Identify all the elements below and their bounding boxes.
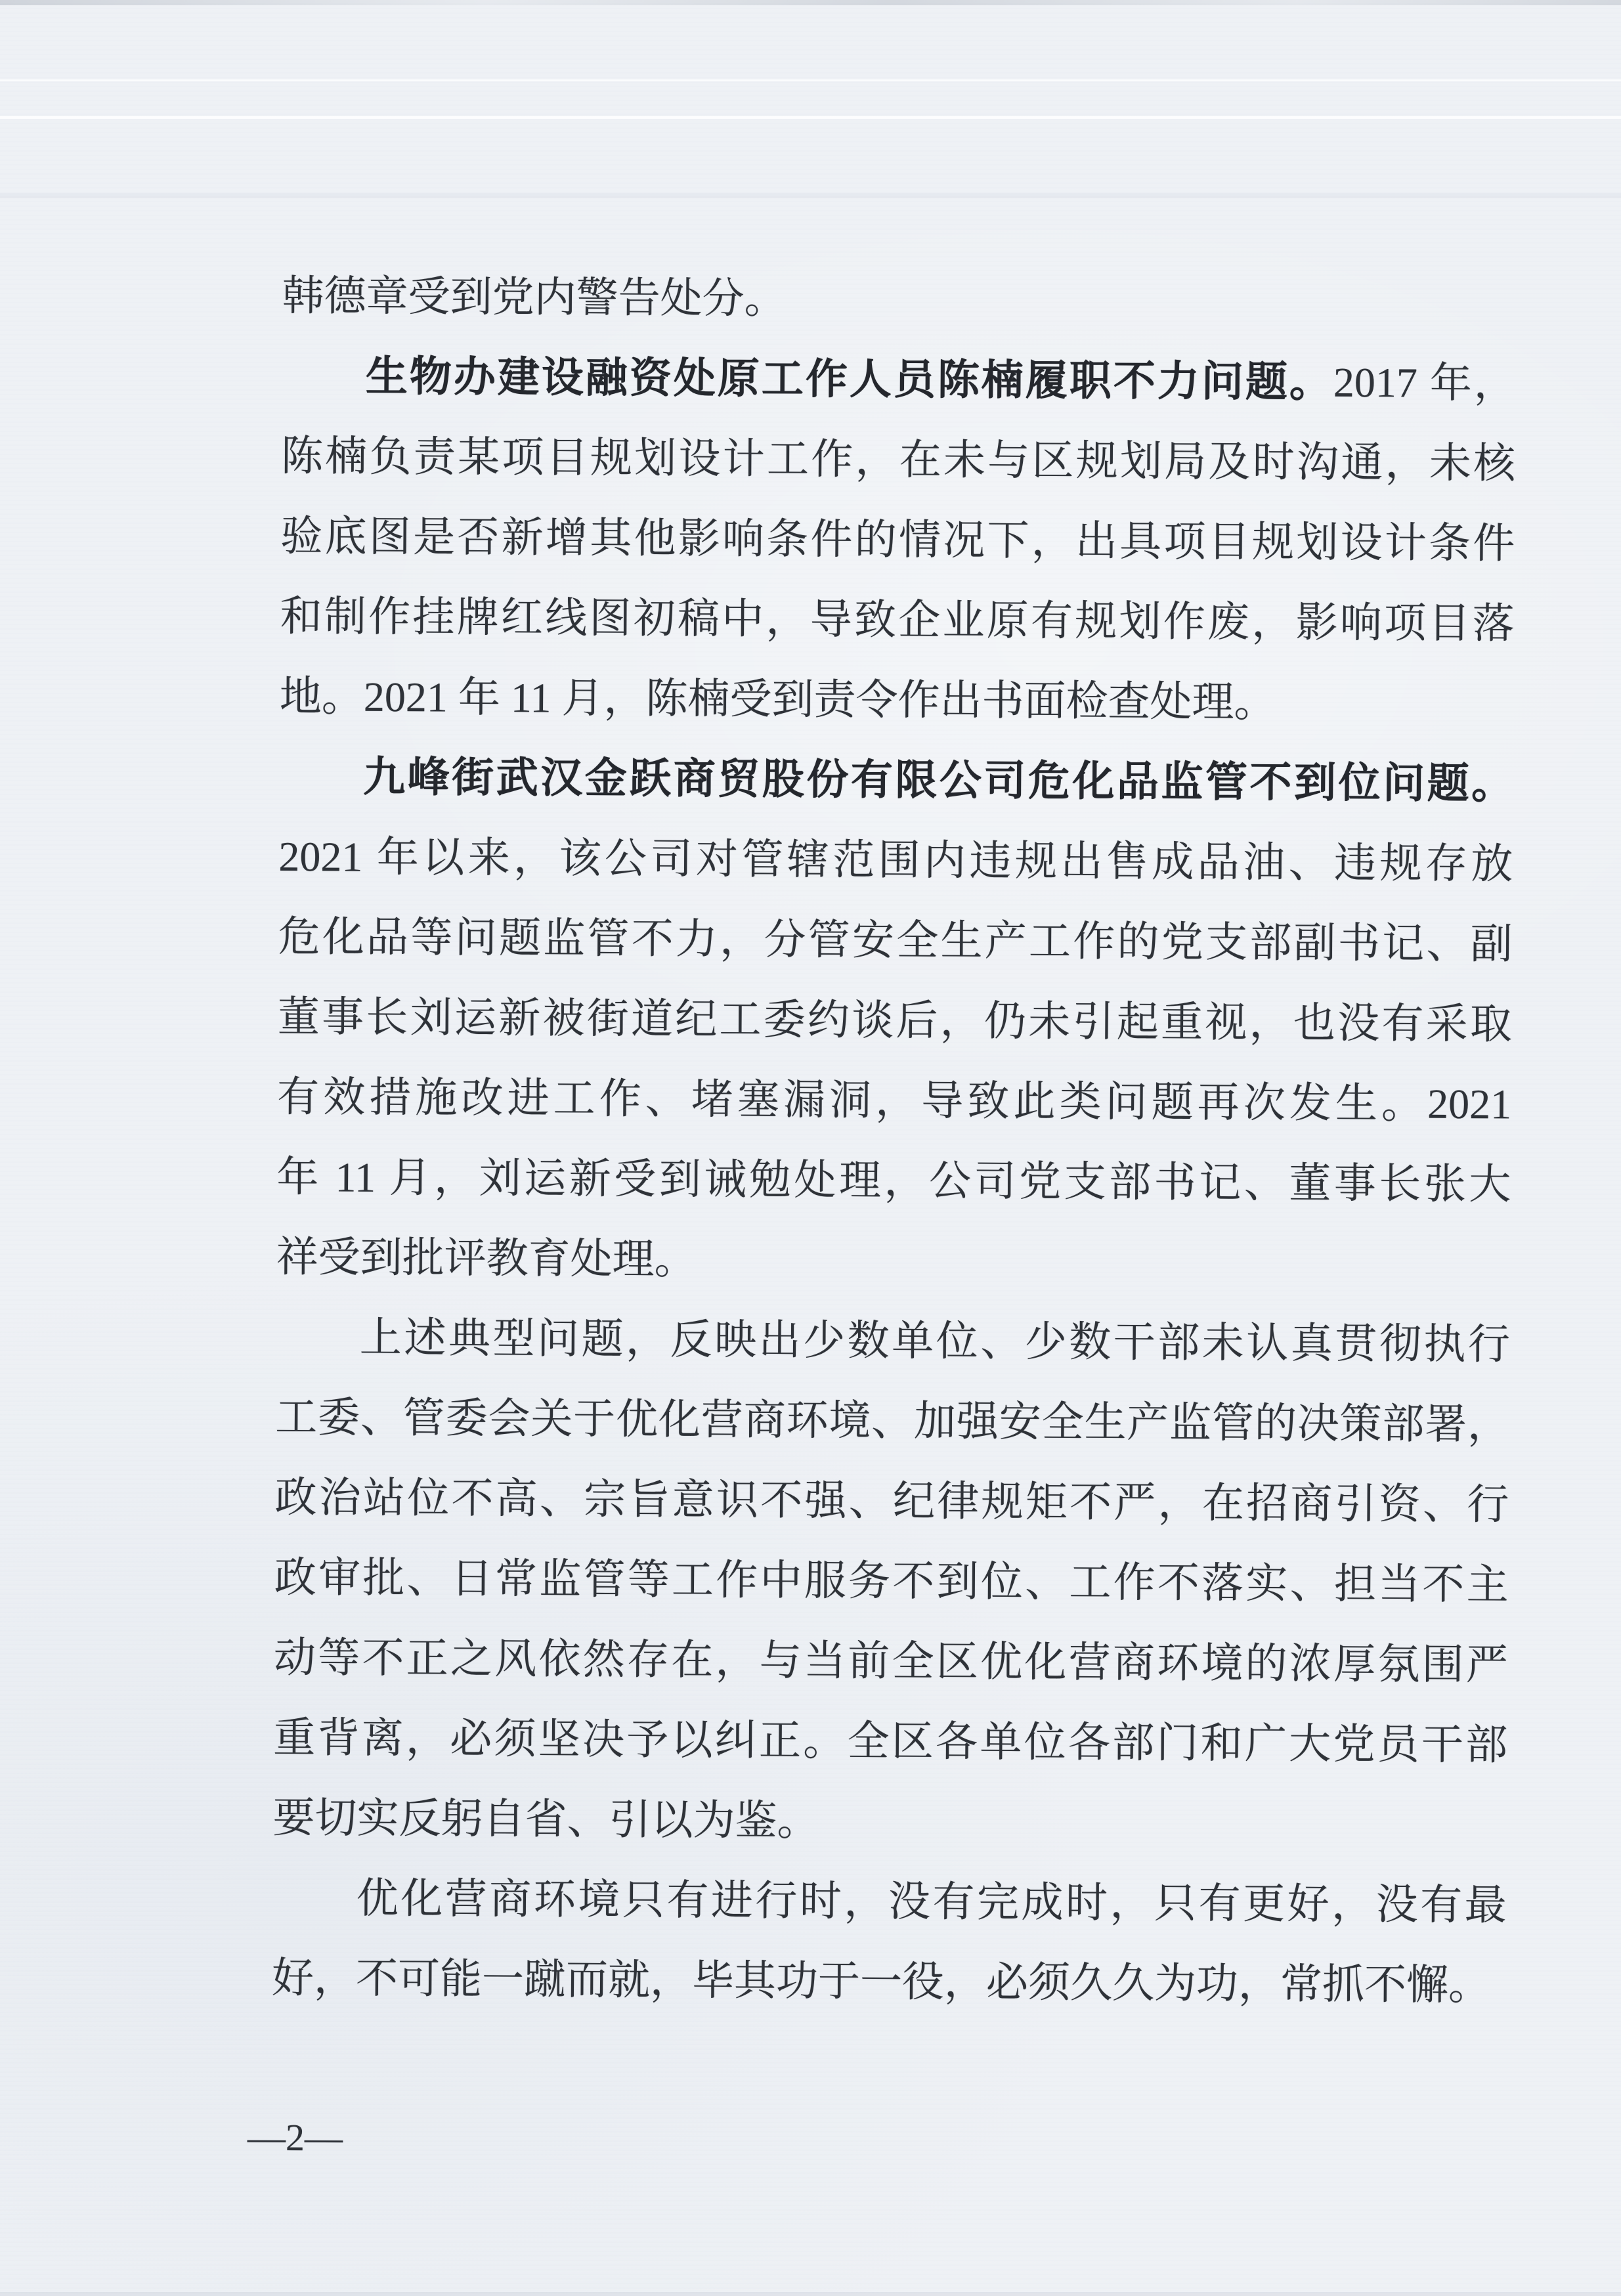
line-text: 优化营商环境只有进行时，没有完成时，只有更好，没有最: [356, 1874, 1507, 1929]
line-text: 2021 年以来，该公司对管辖范围内违规出售成品油、违规存放: [278, 833, 1513, 888]
scan-streak: [0, 79, 1621, 81]
text-line: [274, 1538, 1509, 1625]
text-line: [281, 416, 1516, 504]
line-text: 年 11 月，刘运新受到诫勉处理，公司党支部书记、董事长张大: [276, 1153, 1511, 1208]
scan-band: [0, 193, 1621, 198]
line-text: 陈楠负责某项目规划设计工作，在未与区规划局及时沟通，未核: [280, 432, 1516, 487]
text-line: [280, 496, 1515, 584]
page-number: —2—: [247, 2115, 343, 2159]
line-text: 政审批、日常监管等工作中服务不到位、工作不落实、担当不主: [274, 1553, 1509, 1609]
line-text: 验底图是否新增其他影响条件的情况下，出具项目规划设计条件: [280, 512, 1515, 567]
case-title: 九峰街武汉金跃商贸股份有限公司危化品监管不到位问题。: [362, 753, 1514, 808]
text-line: [273, 1698, 1508, 1785]
line-text: 好，不可能一蹴而就，毕其功于一役，必须久久为功，常抓不懈。: [271, 1954, 1491, 2009]
text-line: [277, 1057, 1512, 1144]
line-text: 韩德章受到党内警告处分。: [282, 272, 787, 322]
text-line: [272, 1858, 1507, 1945]
text-line: [276, 1217, 1511, 1305]
text-line: [272, 1778, 1507, 1865]
scan-streak: [0, 116, 1621, 119]
case-title: 生物办建设融资处原工作人员陈楠履职不力问题。: [365, 353, 1334, 406]
text-line: [276, 1137, 1511, 1224]
text-line: [282, 336, 1517, 423]
text-line: [275, 1377, 1510, 1465]
scan-edge-shadow: [0, 0, 1621, 5]
document-body: [272, 256, 1517, 2025]
line-text: 动等不正之风依然存在，与当前全区优化营商环境的浓厚氛围严: [273, 1634, 1509, 1689]
text-line: [278, 817, 1513, 904]
text-line: [280, 576, 1515, 664]
line-text: 祥受到批评教育处理。: [276, 1233, 697, 1283]
text-line: [276, 1297, 1511, 1385]
line-text: 2017 年，: [1333, 358, 1517, 407]
line-text: 和制作挂牌红线图初稿中，导致企业原有规划作废，影响项目落: [280, 592, 1515, 647]
scan-edge-shadow: [0, 2292, 1621, 2296]
text-line: [274, 1458, 1509, 1545]
text-line: [280, 657, 1515, 744]
text-line: [282, 256, 1517, 343]
line-text: 董事长刘运新被街道纪工委约谈后，仍未引起重视，也没有采取: [277, 993, 1513, 1048]
line-text: 要切实反躬自省、引以为鉴。: [272, 1794, 819, 1845]
text-line: [272, 1938, 1507, 2025]
text-line: [278, 897, 1513, 984]
line-text: 有效措施改进工作、堵塞漏洞，导致此类问题再次发生。2021: [276, 1073, 1512, 1128]
text-line: [274, 1618, 1509, 1705]
line-text: 危化品等问题监管不力，分管安全生产工作的党支部副书记、副: [278, 913, 1513, 968]
text-line: [278, 977, 1513, 1064]
line-text: 上述典型问题，反映出少数单位、少数干部未认真贯彻执行: [359, 1314, 1511, 1368]
text-line: [279, 737, 1514, 824]
line-text: 地。2021 年 11 月，陈楠受到责令作出书面检查处理。: [279, 672, 1276, 726]
line-text: 工委、管委会关于优化营商环境、加强安全生产监管的决策部署，: [274, 1393, 1510, 1448]
line-text: 重背离，必须坚决予以纠正。全区各单位各部门和广大党员干部: [272, 1714, 1508, 1769]
line-text: 政治站位不高、宗旨意识不强、纪律规矩不严，在招商引资、行: [274, 1473, 1509, 1528]
